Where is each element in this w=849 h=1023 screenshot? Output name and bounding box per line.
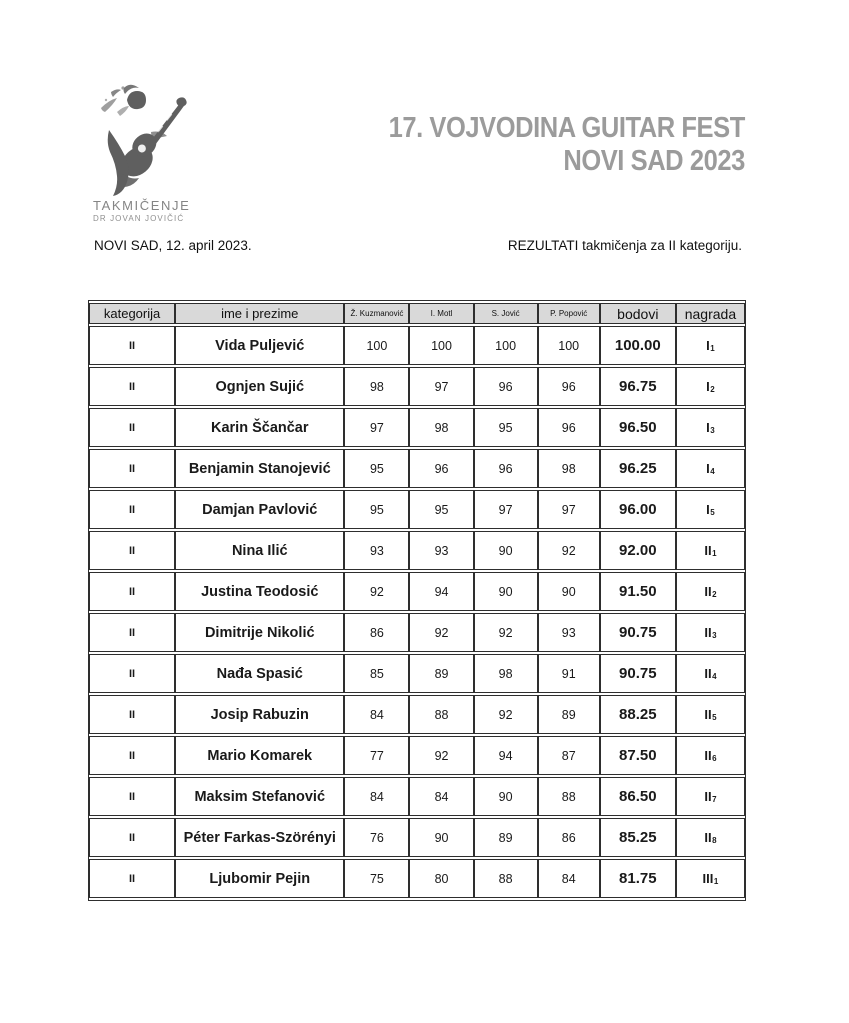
cell-score-motl: 89 — [409, 654, 473, 693]
cell-kategorija: II — [89, 613, 175, 652]
cell-score-kuzmanovic: 97 — [344, 408, 409, 447]
table-row — [89, 449, 745, 488]
prize-roman: II — [704, 543, 712, 558]
cell-kategorija: II — [89, 859, 175, 898]
table-row — [89, 859, 745, 898]
table-row — [89, 613, 745, 652]
cell-score-motl: 90 — [409, 818, 473, 857]
cell-score-popovic: 93 — [538, 613, 600, 652]
cell-bodovi: 96.50 — [600, 408, 676, 447]
cell-competitor-name: Nađa Spasić — [175, 654, 344, 693]
cell-nagrada — [676, 490, 745, 529]
guitarist-logo-icon — [93, 78, 193, 196]
cell-nagrada — [676, 449, 745, 488]
cell-bodovi: 100.00 — [600, 326, 676, 365]
cell-kategorija: II — [89, 572, 175, 611]
cell-kategorija: II — [89, 818, 175, 857]
table-row — [89, 654, 745, 693]
prize-roman: I — [706, 461, 710, 476]
cell-kategorija: II — [89, 367, 175, 406]
cell-score-popovic: 97 — [538, 490, 600, 529]
prize-rank-subscript: 4 — [710, 467, 715, 476]
cell-score-motl: 96 — [409, 449, 473, 488]
prize-rank-subscript: 1 — [713, 877, 719, 886]
prize-rank-subscript: 5 — [712, 713, 717, 722]
cell-score-popovic: 100 — [538, 326, 600, 365]
cell-score-jovic: 100 — [474, 326, 538, 365]
cell-score-motl: 97 — [409, 367, 473, 406]
cell-competitor-name: Nina Ilić — [175, 531, 344, 570]
cell-kategorija: II — [89, 695, 175, 734]
cell-nagrada — [676, 613, 745, 652]
cell-score-kuzmanovic: 84 — [344, 695, 409, 734]
cell-nagrada — [676, 777, 745, 816]
cell-score-popovic: 96 — [538, 367, 600, 406]
cell-score-jovic: 95 — [474, 408, 538, 447]
cell-kategorija: II — [89, 777, 175, 816]
cell-score-motl: 84 — [409, 777, 473, 816]
date-location: NOVI SAD, 12. april 2023. — [94, 238, 252, 253]
table-row — [89, 695, 745, 734]
competition-logo — [93, 78, 223, 223]
cell-score-motl: 94 — [409, 572, 473, 611]
prize-roman: I — [706, 338, 710, 353]
cell-score-jovic: 90 — [474, 531, 538, 570]
table-header-row — [89, 303, 745, 324]
cell-competitor-name: Justina Teodosić — [175, 572, 344, 611]
cell-kategorija: II — [89, 449, 175, 488]
cell-score-motl: 92 — [409, 736, 473, 775]
cell-score-motl: 95 — [409, 490, 473, 529]
table-row — [89, 572, 745, 611]
cell-competitor-name: Damjan Pavlović — [175, 490, 344, 529]
cell-score-kuzmanovic: 85 — [344, 654, 409, 693]
table-row — [89, 408, 745, 447]
cell-score-popovic: 89 — [538, 695, 600, 734]
event-title-line1: 17. VOJVODINA GUITAR FEST — [388, 112, 745, 144]
cell-bodovi: 96.00 — [600, 490, 676, 529]
prize-rank-subscript: 1 — [710, 344, 715, 353]
cell-score-jovic: 97 — [474, 490, 538, 529]
prize-roman: II — [704, 625, 712, 640]
event-title — [340, 112, 745, 178]
prize-rank-subscript: 7 — [712, 795, 717, 804]
table-row — [89, 818, 745, 857]
cell-bodovi: 86.50 — [600, 777, 676, 816]
cell-score-jovic: 90 — [474, 777, 538, 816]
cell-competitor-name: Maksim Stefanović — [175, 777, 344, 816]
cell-bodovi: 81.75 — [600, 859, 676, 898]
prize-rank-subscript: 3 — [710, 426, 715, 435]
cell-score-motl: 80 — [409, 859, 473, 898]
cell-bodovi: 92.00 — [600, 531, 676, 570]
column-header-judge-motl: I. Motl — [409, 303, 473, 324]
cell-competitor-name: Vida Puljević — [175, 326, 344, 365]
prize-roman: II — [704, 748, 712, 763]
cell-kategorija: II — [89, 326, 175, 365]
cell-score-kuzmanovic: 86 — [344, 613, 409, 652]
prize-roman: I — [706, 502, 710, 517]
table-row — [89, 367, 745, 406]
cell-score-jovic: 96 — [474, 449, 538, 488]
cell-score-popovic: 96 — [538, 408, 600, 447]
cell-bodovi: 96.25 — [600, 449, 676, 488]
cell-bodovi: 91.50 — [600, 572, 676, 611]
cell-score-jovic: 89 — [474, 818, 538, 857]
cell-score-popovic: 88 — [538, 777, 600, 816]
results-table — [88, 300, 746, 901]
prize-rank-subscript: 1 — [712, 549, 717, 558]
cell-nagrada — [676, 531, 745, 570]
cell-nagrada — [676, 326, 745, 365]
table-row — [89, 736, 745, 775]
cell-score-kuzmanovic: 77 — [344, 736, 409, 775]
column-header-nagrada: nagrada — [676, 303, 745, 324]
cell-score-popovic: 86 — [538, 818, 600, 857]
cell-bodovi: 90.75 — [600, 654, 676, 693]
cell-score-jovic: 96 — [474, 367, 538, 406]
prize-roman: I — [706, 420, 710, 435]
cell-score-kuzmanovic: 75 — [344, 859, 409, 898]
cell-nagrada — [676, 818, 745, 857]
prize-roman: III — [702, 871, 714, 886]
prize-rank-subscript: 6 — [712, 754, 717, 763]
cell-score-kuzmanovic: 93 — [344, 531, 409, 570]
logo-caption: TAKMIČENJE — [93, 198, 191, 213]
cell-nagrada — [676, 408, 745, 447]
cell-score-popovic: 84 — [538, 859, 600, 898]
column-header-judge-popovic: P. Popović — [538, 303, 600, 324]
cell-bodovi: 90.75 — [600, 613, 676, 652]
cell-score-popovic: 90 — [538, 572, 600, 611]
prize-rank-subscript: 5 — [710, 508, 715, 517]
results-label: REZULTATI takmičenja za II kategoriju. — [507, 238, 742, 253]
cell-score-motl: 88 — [409, 695, 473, 734]
event-title-line2: NOVI SAD 2023 — [563, 145, 745, 177]
logo-subcaption: DR JOVAN JOVIČIĆ — [93, 214, 185, 223]
prize-rank-subscript: 2 — [710, 385, 715, 394]
cell-score-kuzmanovic: 98 — [344, 367, 409, 406]
cell-score-jovic: 92 — [474, 695, 538, 734]
cell-score-kuzmanovic: 84 — [344, 777, 409, 816]
cell-score-popovic: 98 — [538, 449, 600, 488]
column-header-bodovi: bodovi — [600, 303, 676, 324]
cell-nagrada — [676, 859, 745, 898]
cell-score-motl: 100 — [409, 326, 473, 365]
prize-roman: II — [704, 666, 712, 681]
cell-score-jovic: 88 — [474, 859, 538, 898]
cell-score-popovic: 87 — [538, 736, 600, 775]
cell-competitor-name: Péter Farkas-Szörényi — [175, 818, 344, 857]
cell-score-kuzmanovic: 92 — [344, 572, 409, 611]
cell-competitor-name: Mario Komarek — [175, 736, 344, 775]
cell-kategorija: II — [89, 736, 175, 775]
prize-roman: II — [704, 584, 712, 599]
cell-competitor-name: Dimitrije Nikolić — [175, 613, 344, 652]
table-row — [89, 777, 745, 816]
prize-rank-subscript: 8 — [712, 836, 717, 845]
prize-roman: II — [704, 830, 712, 845]
cell-kategorija: II — [89, 490, 175, 529]
table-row — [89, 326, 745, 365]
cell-bodovi: 87.50 — [600, 736, 676, 775]
column-header-judge-jovic: S. Jović — [474, 303, 538, 324]
prize-roman: II — [704, 707, 712, 722]
cell-kategorija: II — [89, 654, 175, 693]
cell-nagrada — [676, 736, 745, 775]
column-header-kategorija: kategorija — [89, 303, 175, 324]
prize-rank-subscript: 2 — [712, 590, 717, 599]
cell-competitor-name: Benjamin Stanojević — [175, 449, 344, 488]
cell-score-kuzmanovic: 76 — [344, 818, 409, 857]
cell-competitor-name: Karin Ščančar — [175, 408, 344, 447]
cell-score-kuzmanovic: 95 — [344, 490, 409, 529]
column-header-judge-kuzmanovic: Ž. Kuzmanović — [344, 303, 409, 324]
meta-row — [94, 238, 742, 253]
cell-score-kuzmanovic: 100 — [344, 326, 409, 365]
cell-nagrada — [676, 572, 745, 611]
cell-nagrada — [676, 367, 745, 406]
cell-bodovi: 85.25 — [600, 818, 676, 857]
cell-score-jovic: 90 — [474, 572, 538, 611]
prize-roman: I — [706, 379, 710, 394]
cell-score-motl: 98 — [409, 408, 473, 447]
cell-score-motl: 93 — [409, 531, 473, 570]
cell-score-popovic: 92 — [538, 531, 600, 570]
cell-score-popovic: 91 — [538, 654, 600, 693]
cell-score-kuzmanovic: 95 — [344, 449, 409, 488]
cell-nagrada — [676, 695, 745, 734]
prize-rank-subscript: 4 — [712, 672, 717, 681]
cell-score-motl: 92 — [409, 613, 473, 652]
cell-score-jovic: 92 — [474, 613, 538, 652]
cell-score-jovic: 98 — [474, 654, 538, 693]
cell-competitor-name: Ognjen Sujić — [175, 367, 344, 406]
table-row — [89, 490, 745, 529]
cell-bodovi: 96.75 — [600, 367, 676, 406]
cell-competitor-name: Ljubomir Pejin — [175, 859, 344, 898]
cell-competitor-name: Josip Rabuzin — [175, 695, 344, 734]
prize-roman: II — [704, 789, 712, 804]
cell-kategorija: II — [89, 531, 175, 570]
prize-rank-subscript: 3 — [712, 631, 717, 640]
cell-nagrada — [676, 654, 745, 693]
column-header-ime-i-prezime: ime i prezime — [175, 303, 344, 324]
table-row — [89, 531, 745, 570]
cell-kategorija: II — [89, 408, 175, 447]
cell-bodovi: 88.25 — [600, 695, 676, 734]
cell-score-jovic: 94 — [474, 736, 538, 775]
